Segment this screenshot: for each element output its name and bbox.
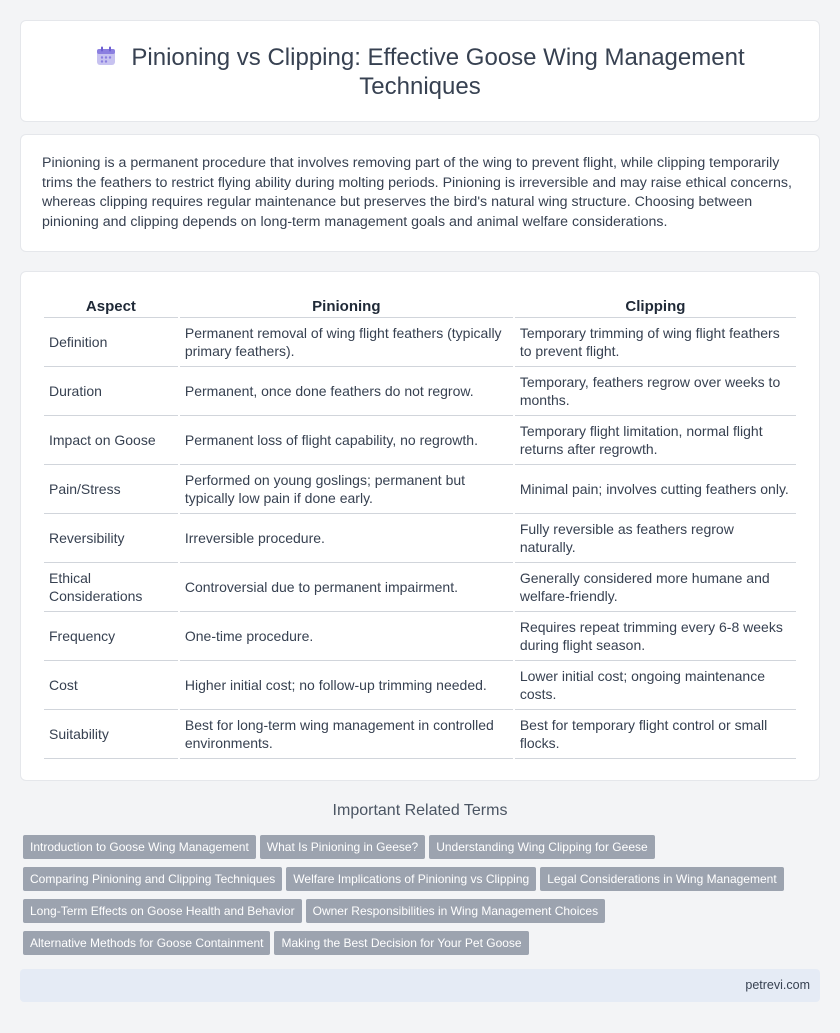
row-clipping: Best for temporary flight control or small flocks. [515, 710, 796, 759]
row-pinioning: One-time procedure. [180, 612, 513, 661]
row-clipping: Temporary flight limitation, normal flight returns after regrowth. [515, 416, 796, 465]
row-clipping: Lower initial cost; ongoing maintenance costs. [515, 661, 796, 710]
related-term-tag[interactable]: Long-Term Effects on Goose Health and Behavior [23, 899, 302, 923]
row-clipping: Fully reversible as feathers regrow naturally. [515, 514, 796, 563]
table-row [44, 367, 796, 416]
row-pinioning: Irreversible procedure. [180, 514, 513, 563]
row-clipping: Temporary, feathers regrow over weeks to months. [515, 367, 796, 416]
footer-site-link[interactable]: petrevi.com [745, 978, 810, 992]
row-pinioning: Best for long-term wing management in controlled environments. [180, 710, 513, 759]
row-clipping: Generally considered more humane and welfare-friendly. [515, 563, 796, 612]
table-header-row [44, 291, 796, 318]
row-aspect: Reversibility [44, 514, 178, 563]
row-clipping: Requires repeat trimming every 6-8 weeks during flight season. [515, 612, 796, 661]
row-pinioning: Permanent loss of flight capability, no regrowth. [180, 416, 513, 465]
row-pinioning: Permanent, once done feathers do not regrow. [180, 367, 513, 416]
related-term-tag[interactable]: Alternative Methods for Goose Containment [23, 931, 270, 955]
intro-paragraph: Pinioning is a permanent procedure that involves removing part of the wing to prevent flight, while clipping temporarily trims the feathers to restrict flying ability during molting periods. Pinioning is irreversible and may raise ethical concerns, whereas clipping requires regular maintenance but preserves the bird's natural wing structure. Choosing between pinioning and clipping depends on long-term management goals and animal welfare considerations. [42, 155, 792, 230]
table-row [44, 710, 796, 759]
related-term-tag[interactable]: Comparing Pinioning and Clipping Techniques [23, 867, 282, 891]
row-aspect: Definition [44, 318, 178, 367]
related-term-tag[interactable]: What Is Pinioning in Geese? [260, 835, 425, 859]
row-clipping: Temporary trimming of wing flight feathers to prevent flight. [515, 318, 796, 367]
row-pinioning: Higher initial cost; no follow-up trimming needed. [180, 661, 513, 710]
row-pinioning: Permanent removal of wing flight feathers (typically primary feathers). [180, 318, 513, 367]
header-aspect: Aspect [44, 291, 178, 318]
header-pinioning: Pinioning [180, 291, 513, 318]
table-row [44, 563, 796, 612]
table-row [44, 514, 796, 563]
table-row [44, 612, 796, 661]
table-row [44, 416, 796, 465]
table-row [44, 465, 796, 514]
related-term-tag[interactable]: Welfare Implications of Pinioning vs Clipping [286, 867, 536, 891]
intro-card [20, 134, 820, 252]
row-aspect: Cost [44, 661, 178, 710]
row-pinioning: Controversial due to permanent impairment. [180, 563, 513, 612]
related-term-tag[interactable]: Introduction to Goose Wing Management [23, 835, 256, 859]
related-term-tag[interactable]: Making the Best Decision for Your Pet Goose [274, 931, 528, 955]
row-clipping: Minimal pain; involves cutting feathers only. [515, 465, 796, 514]
page-title: Pinioning vs Clipping: Effective Goose Wing Management Techniques [131, 44, 745, 100]
related-terms-title: Important Related Terms [332, 802, 508, 819]
header-card [20, 20, 820, 122]
related-terms-list [23, 835, 813, 963]
table-row [44, 318, 796, 367]
comparison-table-card [20, 271, 820, 781]
related-term-tag[interactable]: Understanding Wing Clipping for Geese [429, 835, 654, 859]
row-aspect: Impact on Goose [44, 416, 178, 465]
header-clipping: Clipping [515, 291, 796, 318]
row-pinioning: Performed on young goslings; permanent but typically low pain if done early. [180, 465, 513, 514]
row-aspect: Duration [44, 367, 178, 416]
table-row [44, 661, 796, 710]
row-aspect: Frequency [44, 612, 178, 661]
row-aspect: Suitability [44, 710, 178, 759]
row-aspect: Ethical Considerations [44, 563, 178, 612]
footer [20, 969, 820, 1002]
calendar-icon [95, 45, 117, 67]
row-aspect: Pain/Stress [44, 465, 178, 514]
comparison-table [42, 291, 798, 759]
related-term-tag[interactable]: Owner Responsibilities in Wing Management Choices [306, 899, 605, 923]
related-term-tag[interactable]: Legal Considerations in Wing Management [540, 867, 783, 891]
